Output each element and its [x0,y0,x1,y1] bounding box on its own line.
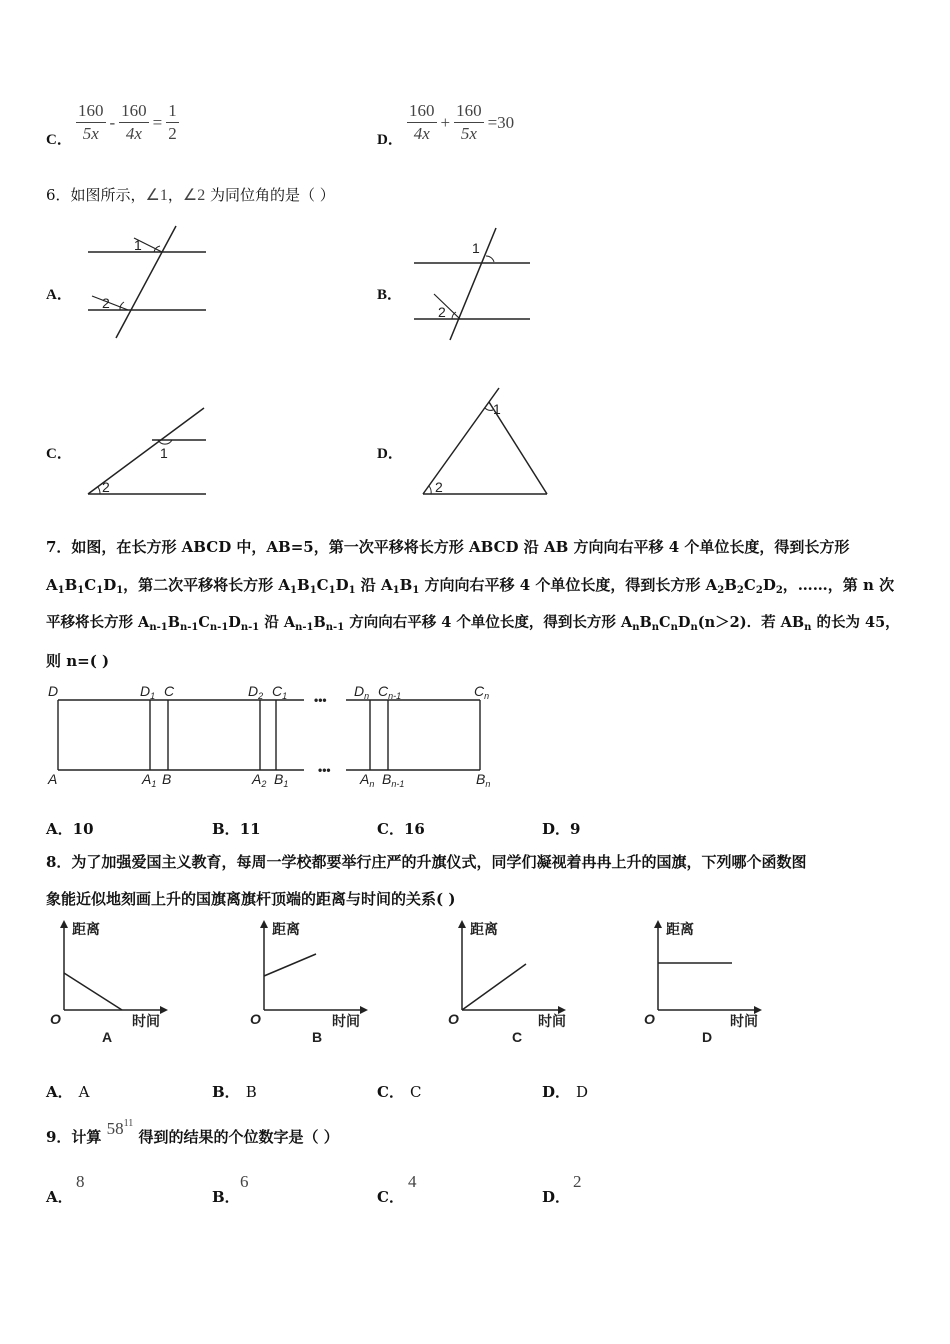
q7-answer-a[interactable]: A．10 [46,820,94,838]
svg-text:O: O [644,1011,655,1027]
svg-text:2: 2 [438,304,446,320]
svg-text:距离: 距离 [666,922,694,938]
q9-answer-c-label[interactable]: C． [377,1188,404,1206]
q7-answer-c[interactable]: C．16 [377,820,425,838]
question-6-stem: 6．如图所示，∠1，∠2 为同位角的是（ ） [46,186,335,204]
q9-answer-c-value: 4 [408,1172,417,1191]
svg-text:Cn: $C_n$ [474,683,490,701]
svg-text:距离: 距离 [470,922,498,938]
option-c-expression: $\frac{160}{5x}$ - $\frac{160}{4x}$ = $\frac{1}{2}$ [78,101,177,143]
svg-text:时间: 时间 [332,1014,360,1030]
svg-text:O: O [250,1011,261,1027]
svg-text:1: 1 [472,240,480,256]
q7-rectangles-figure [44,680,504,792]
svg-text:B1: $B_1$ [274,771,289,789]
q6-option-b-label: B． [377,287,403,303]
q8-answer-b[interactable]: B． B [212,1083,257,1101]
svg-text:Bn-1: $B_{n-1}$ [382,771,405,789]
q9-answer-d-label[interactable]: D． [542,1188,571,1206]
q6-figure-b [410,222,535,344]
svg-text:A1: $A_1$ [142,771,157,789]
q9-answer-b-label[interactable]: B． [212,1188,240,1206]
q7-answer-b[interactable]: B．11 [212,820,261,838]
option-d-expression: $\frac{160}{4x}$ + $\frac{160}{5x}$ =30 [409,101,515,143]
q8-graph-d [640,918,770,1048]
question-7-line-1: 7．如图，在长方形 ABCD 中，AB=5，第一次平移将长方形 ABCD 沿 AB 方向向右平移 4 个单位长度，得到长方形 [46,538,850,556]
svg-text:时间: 时间 [132,1014,160,1030]
svg-text:1: 1 [160,445,168,461]
svg-text:An: $A_n$ [360,771,375,789]
svg-text:•••: ••• [314,693,327,707]
q9-answer-b-value: 6 [240,1172,249,1191]
q9-answer-a-label[interactable]: A． [46,1188,73,1206]
svg-text:C1: $C_1$ [272,683,288,701]
svg-text:O: O [50,1011,61,1027]
q6-figure-d [415,382,555,500]
svg-text:B: B [162,771,172,787]
question-9-stem: 9．计算 $58^{11}$ 得到的结果的个位数字是（ ） [46,1118,339,1146]
svg-text:A2: $A_2$ [252,771,267,789]
q6-option-a-label: A． [46,287,72,303]
svg-text:C: C [512,1029,523,1045]
q8-answer-a[interactable]: A． A [46,1083,90,1101]
svg-text:1: 1 [134,237,142,253]
svg-text:D1: $D_1$ [140,683,156,701]
svg-text:A: A [48,771,58,787]
q7-answer-d[interactable]: D．9 [542,820,581,838]
option-c-label: C． [46,132,72,148]
q8-answer-c[interactable]: C． C [377,1083,422,1101]
svg-text:距离: 距离 [72,922,100,938]
question-7-line-2: $A_1B_1C_1D_1$，第二次平移将长方形 $A_1B_1C_1D_1$ 沿 $A_1B_1$ 方向向右平移 4 个单位长度，得到长方形 $A_2B_2C_2D_2$，……，第 n 次 [46,576,895,596]
question-7-line-4: 则 n=( ) [46,652,110,670]
svg-text:时间: 时间 [538,1014,566,1030]
svg-text:2: 2 [102,295,110,311]
svg-text:2: 2 [435,479,443,495]
q8-graph-c [444,918,574,1048]
svg-text:Bn: $B_n$ [476,771,491,789]
svg-text:1: 1 [493,401,501,417]
svg-text:C: C [164,683,175,699]
svg-text:Dn: $D_n$ [354,683,370,701]
q9-answer-a-value: 8 [76,1172,85,1191]
svg-text:D: D [48,683,59,699]
question-8-line-1: 8．为了加强爱国主义教育，每周一学校都要举行庄严的升旗仪式，同学们凝视着冉冉上升的国旗，下列哪个函数图 [46,853,807,871]
q9-answer-d-value: 2 [573,1172,582,1191]
q6-option-c-label: C． [46,446,72,462]
svg-text:Cn-1: $C_{n-1}$ [378,683,402,701]
svg-text:A: A [102,1029,113,1045]
svg-text:时间: 时间 [730,1014,758,1030]
svg-text:O: O [448,1011,459,1027]
svg-text:距离: 距离 [272,922,300,938]
q8-graph-b [246,918,376,1048]
q6-figure-a [82,222,212,344]
question-7-line-3: 平移将长方形 $A_{n-1}B_{n-1}C_{n-1}D_{n-1}$ 沿 $A_{n-1}B_{n-1}$ 方向向右平移 4 个单位长度，得到长方形 $A_nB_nC_nD_n(n>2)$．若 $AB_n$ 的长为 45， [46,614,900,633]
question-8-line-2: 象能近似地刻画上升的国旗离旗杆顶端的距离与时间的关系( ) [46,890,456,908]
svg-text:•••: ••• [318,763,331,777]
q8-answer-d[interactable]: D． D [542,1083,589,1101]
svg-text:D2: $D_2$ [248,683,264,701]
q8-graph-a [46,918,176,1048]
svg-text:D: D [702,1029,713,1045]
q6-option-d-label: D． [377,446,403,462]
svg-text:B: B [312,1029,323,1045]
option-d-label: D． [377,132,403,148]
q6-figure-c [82,402,212,500]
svg-text:2: 2 [102,479,110,495]
